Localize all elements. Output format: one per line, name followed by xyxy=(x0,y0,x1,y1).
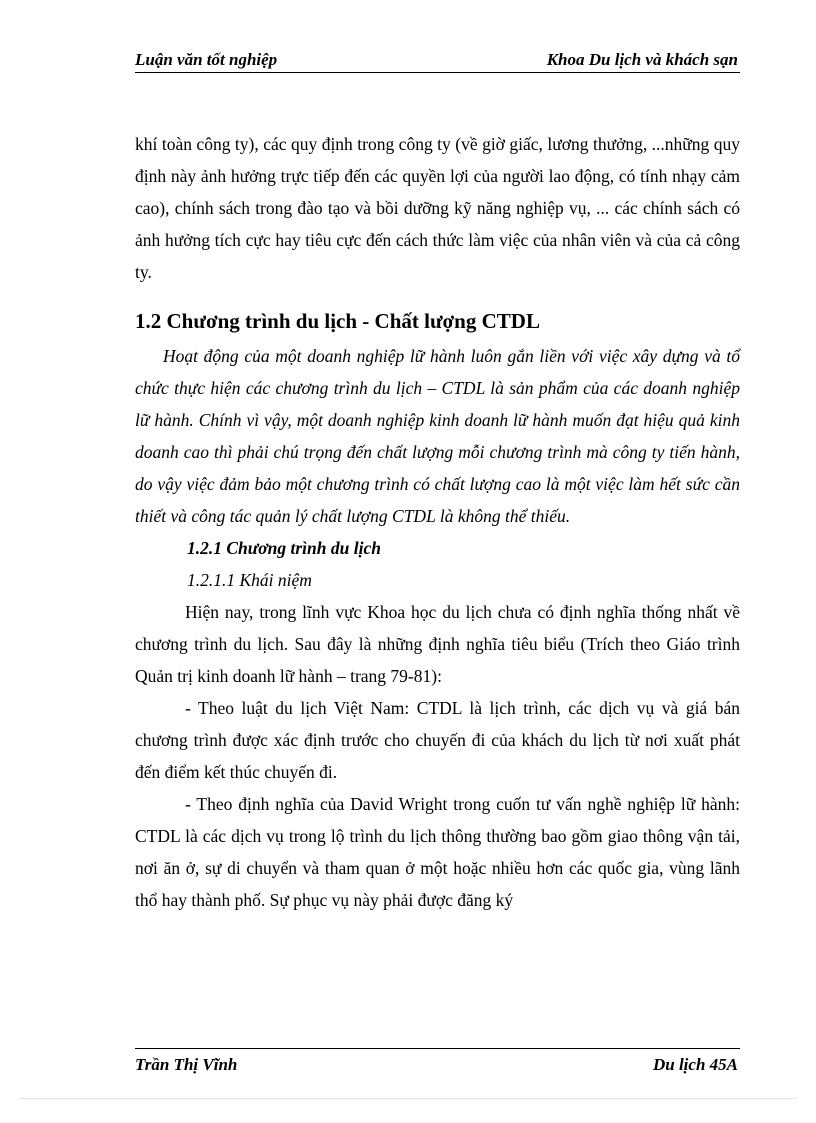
paragraph-intro-italic: Hoạt động của một doanh nghiệp lữ hành luôn gắn liền với việc xây dựng và tổ chức thực hiện các chương trình du lịch – CTDL là sản phẩm của các doanh nghiệp lữ hành. Chính vì vậy, một doanh nghiệp kinh doanh lữ hành muốn đạt hiệu quả kinh doanh cao thì phải chú trọng đến chất lượng mỗi chương trình mà công ty tiến hành, do vậy việc đảm bảo một chương trình có chất lượng cao là một việc làm hết sức cần thiết và công tác quản lý chất lượng CTDL là không thể thiếu. xyxy=(135,346,740,526)
page-footer xyxy=(135,1048,740,1079)
header-faculty-label: Khoa Du lịch và khách sạn xyxy=(546,50,738,69)
paragraph-david-wright-definition: - Theo định nghĩa của David Wright trong cuốn tư vấn nghề nghiệp lữ hành: CTDL là các dịch vụ trong lộ trình du lịch thông thường bao gồm giao thông vận tải, nơi ăn ở, sự di chuyển và tham quan ở một hoặc nhiều hơn các quốc gia, vùng lãnh thổ hay thành phố. Sự phục vụ này phải được đăng ký xyxy=(135,794,740,910)
paragraph-vietnam-law-definition: - Theo luật du lịch Việt Nam: CTDL là lịch trình, các dịch vụ và giá bán chương trình được xác định trước cho chuyến đi của khách du lịch từ nơi xuất phát đến điểm kết thúc chuyến đi. xyxy=(135,698,740,782)
paragraph-definition-intro: Hiện nay, trong lĩnh vực Khoa học du lịch chưa có định nghĩa thống nhất về chương trình du lịch. Sau đây là những định nghĩa tiêu biểu (Trích theo Giáo trình Quản trị kinh doanh lữ hành – trang 79-81): xyxy=(135,602,740,686)
page-body xyxy=(135,128,740,916)
footer-class: Du lịch 45A xyxy=(652,1055,738,1074)
subsubsection-heading: 1.2.1.1 Khái niệm xyxy=(187,570,312,590)
page-header xyxy=(135,48,740,73)
section-heading: 1.2 Chương trình du lịch - Chất lượng CTDL xyxy=(135,309,540,333)
page-bottom-divider xyxy=(20,1098,796,1099)
header-thesis-label: Luận văn tốt nghiệp xyxy=(135,50,278,69)
footer-author: Trần Thị Vĩnh xyxy=(135,1055,238,1074)
paragraph-company-policies: khí toàn công ty), các quy định trong công ty (về giờ giấc, lương thưởng, ...những quy định này ảnh hưởng trực tiếp đến các quyền lợi của người lao động, có tính nhạy cảm cao), chính sách trong đào tạo và bồi dưỡng kỹ năng nghiệp vụ, ... các chính sách có ảnh hưởng tích cực hay tiêu cực đến cách thức làm việc của nhân viên và của cả công ty. xyxy=(135,134,740,282)
subsection-heading: 1.2.1 Chương trình du lịch xyxy=(187,538,381,558)
